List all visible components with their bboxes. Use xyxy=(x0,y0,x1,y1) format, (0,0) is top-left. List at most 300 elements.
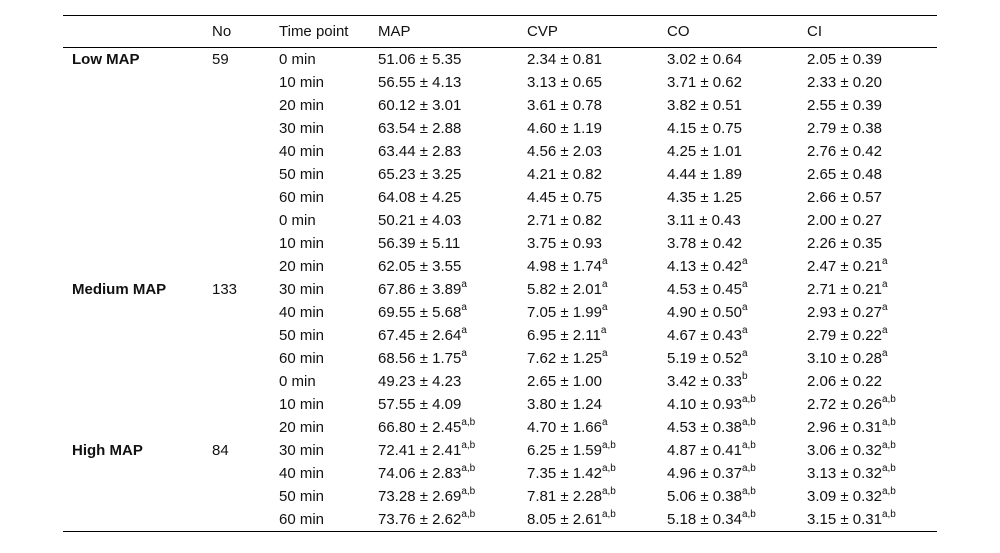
table-row xyxy=(63,508,937,532)
cell-group xyxy=(63,117,212,140)
cell-no xyxy=(212,163,279,186)
cell-no xyxy=(212,117,279,140)
cell-group xyxy=(63,393,212,416)
cell-cvp xyxy=(527,347,667,370)
cell-map xyxy=(378,393,527,416)
cell-co-value: 4.10 ± 0.93 xyxy=(667,396,742,413)
cell-time-point-value: 20 min xyxy=(279,419,325,436)
cell-time-point xyxy=(279,462,378,485)
cell-map xyxy=(378,439,527,462)
table-row xyxy=(63,232,937,255)
header-cvp: CVP xyxy=(527,23,558,40)
cell-map xyxy=(378,347,527,370)
cell-time-point xyxy=(279,232,378,255)
cell-cvp xyxy=(527,508,667,532)
cell-time-point xyxy=(279,163,378,186)
cell-co xyxy=(667,48,807,72)
cell-group xyxy=(63,462,212,485)
cell-ci xyxy=(807,485,937,508)
cell-co-value: 3.71 ± 0.62 xyxy=(667,74,742,91)
cell-cvp-value: 4.98 ± 1.74 xyxy=(527,258,602,275)
significance-marker: a xyxy=(741,325,748,336)
cell-cvp-value: 7.81 ± 2.28 xyxy=(527,488,602,505)
cell-map xyxy=(378,324,527,347)
cell-co-value: 4.53 ± 0.45 xyxy=(667,281,742,298)
significance-marker: a,b xyxy=(601,509,616,520)
cell-co xyxy=(667,393,807,416)
table-row xyxy=(63,370,937,393)
cell-group xyxy=(63,232,212,255)
table-row xyxy=(63,186,937,209)
cell-cvp-value: 7.05 ± 1.99 xyxy=(527,304,602,321)
significance-marker: a xyxy=(881,348,888,359)
significance-marker: a,b xyxy=(461,440,476,451)
cell-co-value: 4.35 ± 1.25 xyxy=(667,189,742,206)
significance-marker: a xyxy=(600,325,607,336)
cell-co xyxy=(667,278,807,301)
cell-cvp xyxy=(527,324,667,347)
cell-time-point-value: 50 min xyxy=(279,166,325,183)
cell-cvp-value: 7.62 ± 1.25 xyxy=(527,350,602,367)
cell-cvp xyxy=(527,416,667,439)
cell-ci-value: 3.13 ± 0.32 xyxy=(807,465,882,482)
table-row xyxy=(63,48,937,72)
significance-marker: a,b xyxy=(881,463,896,474)
significance-marker: a,b xyxy=(881,509,896,520)
cell-co xyxy=(667,485,807,508)
cell-time-point-value: 30 min xyxy=(279,120,325,137)
cell-group xyxy=(63,508,212,532)
cell-group-value: High MAP xyxy=(72,442,143,459)
cell-time-point xyxy=(279,485,378,508)
cell-map-value: 57.55 ± 4.09 xyxy=(378,396,462,413)
cell-no xyxy=(212,347,279,370)
cell-time-point-value: 10 min xyxy=(279,74,325,91)
cell-cvp-value: 4.21 ± 0.82 xyxy=(527,166,602,183)
cell-cvp-value: 3.13 ± 0.65 xyxy=(527,74,602,91)
cell-cvp-value: 2.65 ± 1.00 xyxy=(527,373,602,390)
cell-map xyxy=(378,462,527,485)
cell-no xyxy=(212,140,279,163)
cell-ci xyxy=(807,71,937,94)
significance-marker: a xyxy=(881,302,888,313)
cell-co-value: 4.25 ± 1.01 xyxy=(667,143,742,160)
cell-cvp-value: 2.71 ± 0.82 xyxy=(527,212,602,229)
cell-map xyxy=(378,232,527,255)
cell-map-value: 51.06 ± 5.35 xyxy=(378,51,462,68)
significance-marker: a xyxy=(741,279,748,290)
cell-ci-value: 2.55 ± 0.39 xyxy=(807,97,882,114)
header-co: CO xyxy=(667,23,690,40)
cell-cvp-value: 8.05 ± 2.61 xyxy=(527,511,602,528)
header-map: MAP xyxy=(378,23,411,40)
cell-time-point xyxy=(279,393,378,416)
cell-time-point-value: 0 min xyxy=(279,212,316,229)
significance-marker: a xyxy=(461,279,467,290)
cell-time-point-value: 40 min xyxy=(279,304,325,321)
cell-time-point-value: 10 min xyxy=(279,235,325,252)
cell-ci-value: 2.00 ± 0.27 xyxy=(807,212,882,229)
cell-map-value: 68.56 ± 1.75 xyxy=(378,350,462,367)
cell-group-value: Low MAP xyxy=(72,51,140,68)
cell-time-point-value: 40 min xyxy=(279,143,325,160)
cell-group xyxy=(63,163,212,186)
cell-ci xyxy=(807,439,937,462)
significance-marker: a,b xyxy=(461,417,476,428)
cell-no-value: 59 xyxy=(212,51,229,68)
cell-co xyxy=(667,255,807,278)
cell-time-point xyxy=(279,370,378,393)
cell-map xyxy=(378,163,527,186)
cell-time-point xyxy=(279,278,378,301)
cell-map xyxy=(378,117,527,140)
significance-marker: a,b xyxy=(461,463,476,474)
cell-co-value: 4.44 ± 1.89 xyxy=(667,166,742,183)
significance-marker: a,b xyxy=(601,440,616,451)
cell-group xyxy=(63,186,212,209)
cell-map-value: 50.21 ± 4.03 xyxy=(378,212,462,229)
cell-group xyxy=(63,140,212,163)
cell-co-value: 4.67 ± 0.43 xyxy=(667,327,742,344)
significance-marker: a,b xyxy=(741,394,756,405)
cell-cvp xyxy=(527,462,667,485)
cell-no xyxy=(212,416,279,439)
cell-cvp xyxy=(527,232,667,255)
header-time-point: Time point xyxy=(279,23,349,40)
cell-co-value: 4.15 ± 0.75 xyxy=(667,120,742,137)
cell-map-value: 65.23 ± 3.25 xyxy=(378,166,462,183)
cell-no xyxy=(212,485,279,508)
cell-time-point xyxy=(279,255,378,278)
significance-marker: a,b xyxy=(741,509,756,520)
cell-ci xyxy=(807,117,937,140)
cell-cvp xyxy=(527,94,667,117)
cell-ci xyxy=(807,278,937,301)
cell-ci xyxy=(807,508,937,532)
cell-group xyxy=(63,439,212,462)
cell-co-value: 3.78 ± 0.42 xyxy=(667,235,742,252)
cell-no xyxy=(212,370,279,393)
cell-ci-value: 2.47 ± 0.21 xyxy=(807,258,882,275)
cell-co-value: 4.87 ± 0.41 xyxy=(667,442,742,459)
cell-time-point xyxy=(279,186,378,209)
significance-marker: a,b xyxy=(881,417,896,428)
cell-map xyxy=(378,140,527,163)
cell-co xyxy=(667,232,807,255)
cell-cvp xyxy=(527,186,667,209)
cell-ci xyxy=(807,393,937,416)
cell-co-value: 4.53 ± 0.38 xyxy=(667,419,742,436)
cell-cvp-value: 3.61 ± 0.78 xyxy=(527,97,602,114)
cell-cvp-value: 4.70 ± 1.66 xyxy=(527,419,602,436)
cell-ci-value: 2.65 ± 0.48 xyxy=(807,166,882,183)
cell-cvp xyxy=(527,209,667,232)
table-row xyxy=(63,163,937,186)
significance-marker: a,b xyxy=(601,463,616,474)
cell-map-value: 73.76 ± 2.62 xyxy=(378,511,462,528)
cell-cvp xyxy=(527,393,667,416)
significance-marker: a xyxy=(881,325,888,336)
significance-marker: a,b xyxy=(461,509,476,520)
cell-no xyxy=(212,278,279,301)
table-row xyxy=(63,117,937,140)
cell-time-point-value: 10 min xyxy=(279,396,325,413)
cell-no xyxy=(212,255,279,278)
hemodynamics-table xyxy=(63,15,937,532)
cell-ci xyxy=(807,324,937,347)
cell-ci xyxy=(807,140,937,163)
cell-time-point xyxy=(279,439,378,462)
cell-ci-value: 2.71 ± 0.21 xyxy=(807,281,882,298)
significance-marker: a xyxy=(601,302,608,313)
cell-group xyxy=(63,370,212,393)
cell-co xyxy=(667,140,807,163)
cell-cvp xyxy=(527,301,667,324)
cell-map-value: 67.86 ± 3.89 xyxy=(378,281,462,298)
cell-time-point xyxy=(279,209,378,232)
significance-marker: a xyxy=(601,417,608,428)
cell-group xyxy=(63,347,212,370)
cell-cvp xyxy=(527,163,667,186)
cell-group xyxy=(63,301,212,324)
cell-cvp xyxy=(527,439,667,462)
cell-cvp xyxy=(527,140,667,163)
cell-cvp xyxy=(527,255,667,278)
significance-marker: a xyxy=(881,256,888,267)
cell-ci xyxy=(807,163,937,186)
cell-map xyxy=(378,209,527,232)
cell-ci xyxy=(807,186,937,209)
cell-time-point-value: 20 min xyxy=(279,258,325,275)
cell-no xyxy=(212,324,279,347)
cell-no xyxy=(212,71,279,94)
cell-ci-value: 2.33 ± 0.20 xyxy=(807,74,882,91)
cell-cvp-value: 6.25 ± 1.59 xyxy=(527,442,602,459)
cell-no xyxy=(212,301,279,324)
cell-map xyxy=(378,416,527,439)
cell-ci-value: 2.76 ± 0.42 xyxy=(807,143,882,160)
cell-co-value: 3.82 ± 0.51 xyxy=(667,97,742,114)
cell-cvp xyxy=(527,48,667,72)
cell-time-point-value: 30 min xyxy=(279,281,325,298)
cell-cvp-value: 3.75 ± 0.93 xyxy=(527,235,602,252)
cell-cvp-value: 4.45 ± 0.75 xyxy=(527,189,602,206)
cell-group xyxy=(63,324,212,347)
table-row xyxy=(63,439,937,462)
cell-time-point-value: 20 min xyxy=(279,97,325,114)
header-group xyxy=(63,16,212,48)
cell-map-value: 56.39 ± 5.11 xyxy=(378,235,461,252)
table-row xyxy=(63,462,937,485)
significance-marker: a,b xyxy=(881,486,896,497)
cell-no xyxy=(212,462,279,485)
cell-co-value: 4.90 ± 0.50 xyxy=(667,304,742,321)
table-row xyxy=(63,485,937,508)
cell-co xyxy=(667,439,807,462)
cell-co-value: 5.18 ± 0.34 xyxy=(667,511,742,528)
cell-ci-value: 2.05 ± 0.39 xyxy=(807,51,882,68)
cell-group xyxy=(63,209,212,232)
cell-cvp xyxy=(527,370,667,393)
cell-group xyxy=(63,255,212,278)
cell-cvp-value: 3.80 ± 1.24 xyxy=(527,396,602,413)
cell-cvp xyxy=(527,117,667,140)
cell-ci-value: 2.72 ± 0.26 xyxy=(807,396,882,413)
significance-marker: a xyxy=(741,256,748,267)
cell-co-value: 3.02 ± 0.64 xyxy=(667,51,742,68)
cell-ci xyxy=(807,48,937,72)
cell-group xyxy=(63,485,212,508)
significance-marker: a xyxy=(461,302,467,313)
table-body xyxy=(63,48,937,532)
cell-no xyxy=(212,439,279,462)
significance-marker: a xyxy=(601,256,608,267)
cell-map-value: 60.12 ± 3.01 xyxy=(378,97,462,114)
cell-map-value: 67.45 ± 2.64 xyxy=(378,327,462,344)
cell-time-point xyxy=(279,508,378,532)
cell-co xyxy=(667,462,807,485)
cell-no-value: 84 xyxy=(212,442,229,459)
cell-cvp xyxy=(527,71,667,94)
cell-ci-value: 3.06 ± 0.32 xyxy=(807,442,882,459)
significance-marker: a xyxy=(601,279,608,290)
cell-map-value: 69.55 ± 5.68 xyxy=(378,304,462,321)
cell-cvp xyxy=(527,485,667,508)
cell-ci-value: 2.66 ± 0.57 xyxy=(807,189,882,206)
cell-time-point-value: 50 min xyxy=(279,488,325,505)
cell-co-value: 5.19 ± 0.52 xyxy=(667,350,742,367)
cell-ci xyxy=(807,255,937,278)
cell-ci xyxy=(807,347,937,370)
cell-ci-value: 3.15 ± 0.31 xyxy=(807,511,882,528)
cell-time-point xyxy=(279,117,378,140)
cell-ci-value: 2.26 ± 0.35 xyxy=(807,235,882,252)
cell-ci xyxy=(807,370,937,393)
significance-marker: a xyxy=(461,348,467,359)
cell-time-point-value: 30 min xyxy=(279,442,325,459)
cell-map-value: 63.44 ± 2.83 xyxy=(378,143,462,160)
cell-cvp xyxy=(527,278,667,301)
cell-co-value: 3.11 ± 0.43 xyxy=(667,212,741,229)
cell-map xyxy=(378,186,527,209)
cell-co xyxy=(667,209,807,232)
cell-group xyxy=(63,278,212,301)
header-no: No xyxy=(212,23,232,40)
significance-marker: b xyxy=(741,371,748,382)
cell-time-point-value: 50 min xyxy=(279,327,325,344)
cell-time-point-value: 40 min xyxy=(279,465,325,482)
table-row xyxy=(63,393,937,416)
cell-map-value: 56.55 ± 4.13 xyxy=(378,74,462,91)
cell-no xyxy=(212,232,279,255)
significance-marker: a,b xyxy=(881,394,896,405)
table-row xyxy=(63,278,937,301)
cell-co xyxy=(667,370,807,393)
cell-cvp-value: 4.60 ± 1.19 xyxy=(527,120,602,137)
table-row xyxy=(63,71,937,94)
cell-ci xyxy=(807,301,937,324)
cell-no xyxy=(212,393,279,416)
cell-time-point-value: 60 min xyxy=(279,350,325,367)
significance-marker: a,b xyxy=(741,440,756,451)
cell-co-value: 4.96 ± 0.37 xyxy=(667,465,742,482)
significance-marker: a,b xyxy=(461,486,476,497)
cell-time-point xyxy=(279,324,378,347)
cell-map xyxy=(378,508,527,532)
cell-map-value: 64.08 ± 4.25 xyxy=(378,189,462,206)
cell-co xyxy=(667,508,807,532)
cell-map xyxy=(378,485,527,508)
cell-ci xyxy=(807,416,937,439)
cell-map xyxy=(378,370,527,393)
cell-time-point xyxy=(279,301,378,324)
cell-co-value: 5.06 ± 0.38 xyxy=(667,488,742,505)
cell-time-point xyxy=(279,416,378,439)
cell-co xyxy=(667,94,807,117)
cell-map xyxy=(378,301,527,324)
cell-ci xyxy=(807,232,937,255)
cell-map-value: 63.54 ± 2.88 xyxy=(378,120,462,137)
significance-marker: a xyxy=(741,348,748,359)
cell-time-point-value: 0 min xyxy=(279,51,316,68)
cell-map-value: 66.80 ± 2.45 xyxy=(378,419,462,436)
cell-cvp-value: 6.95 ± 2.11 xyxy=(527,327,601,344)
cell-cvp-value: 4.56 ± 2.03 xyxy=(527,143,602,160)
table-row xyxy=(63,347,937,370)
cell-co xyxy=(667,347,807,370)
significance-marker: a,b xyxy=(741,463,756,474)
significance-marker: a,b xyxy=(741,486,756,497)
cell-time-point-value: 60 min xyxy=(279,511,325,528)
cell-ci-value: 2.93 ± 0.27 xyxy=(807,304,882,321)
table-row xyxy=(63,94,937,117)
cell-co xyxy=(667,117,807,140)
cell-ci-value: 2.06 ± 0.22 xyxy=(807,373,882,390)
cell-map xyxy=(378,48,527,72)
cell-time-point xyxy=(279,140,378,163)
cell-map xyxy=(378,94,527,117)
cell-co-value: 4.13 ± 0.42 xyxy=(667,258,742,275)
cell-ci xyxy=(807,209,937,232)
significance-marker: a,b xyxy=(741,417,756,428)
cell-time-point-value: 0 min xyxy=(279,373,316,390)
cell-cvp-value: 2.34 ± 0.81 xyxy=(527,51,602,68)
table-row xyxy=(63,416,937,439)
cell-co xyxy=(667,71,807,94)
cell-map-value: 49.23 ± 4.23 xyxy=(378,373,462,390)
cell-no xyxy=(212,94,279,117)
cell-map xyxy=(378,71,527,94)
cell-no xyxy=(212,48,279,72)
cell-group xyxy=(63,48,212,72)
cell-ci xyxy=(807,462,937,485)
cell-group xyxy=(63,94,212,117)
cell-map xyxy=(378,255,527,278)
cell-ci-value: 3.10 ± 0.28 xyxy=(807,350,882,367)
cell-time-point xyxy=(279,71,378,94)
cell-co-value: 3.42 ± 0.33 xyxy=(667,373,742,390)
cell-map-value: 72.41 ± 2.41 xyxy=(378,442,462,459)
cell-co xyxy=(667,163,807,186)
cell-time-point xyxy=(279,48,378,72)
significance-marker: a xyxy=(461,325,467,336)
cell-ci xyxy=(807,94,937,117)
significance-marker: a xyxy=(741,302,748,313)
cell-map-value: 73.28 ± 2.69 xyxy=(378,488,462,505)
table-row xyxy=(63,209,937,232)
cell-group xyxy=(63,416,212,439)
cell-map-value: 62.05 ± 3.55 xyxy=(378,258,462,275)
